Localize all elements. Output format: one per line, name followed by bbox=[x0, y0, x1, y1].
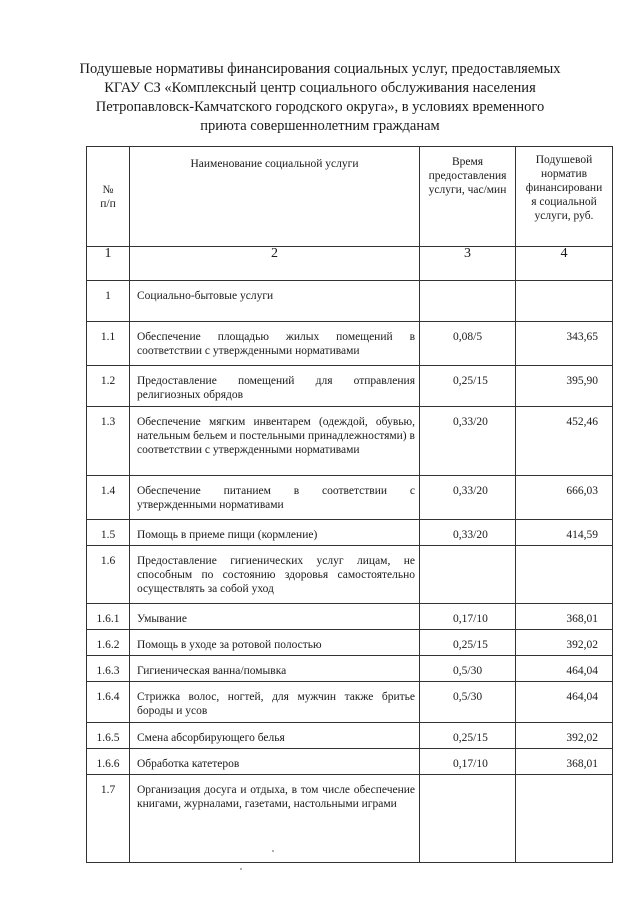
row-num: 1.4 bbox=[87, 476, 130, 520]
header-time-line: Время bbox=[451, 156, 484, 168]
title-line-2: КГАУ СЗ «Комплексный центр социального обслуживания населения bbox=[104, 80, 536, 96]
header-time bbox=[420, 147, 516, 247]
header-cost-line: Подушевой bbox=[535, 154, 593, 166]
table-row bbox=[87, 682, 613, 723]
table-row bbox=[87, 656, 613, 682]
row-service-name: Предоставление гигиенических услуг лицам, не способным по состоянию здоровья самостоятельно осуществлять за собой уход bbox=[130, 546, 420, 604]
row-cost bbox=[516, 775, 613, 863]
row-service-name: Помощь в приеме пищи (кормление) bbox=[130, 520, 420, 546]
column-index: 3 bbox=[420, 247, 516, 281]
row-time: 0,25/15 bbox=[420, 366, 516, 407]
row-service-name: Предоставление помещений для отправления религиозных обрядов bbox=[130, 366, 420, 407]
section-row bbox=[87, 281, 613, 322]
row-cost: 395,90 bbox=[516, 366, 613, 407]
row-time bbox=[420, 546, 516, 604]
header-name: Наименование социальной услуги bbox=[130, 147, 420, 247]
row-num: 1.6 bbox=[87, 546, 130, 604]
row-time: 0,33/20 bbox=[420, 407, 516, 476]
row-time: 0,5/30 bbox=[420, 656, 516, 682]
row-cost: 666,03 bbox=[516, 476, 613, 520]
row-service-name: Обработка катетеров bbox=[130, 749, 420, 775]
row-cost: 452,46 bbox=[516, 407, 613, 476]
section-name: Социально-бытовые услуги bbox=[130, 281, 420, 322]
row-num: 1.3 bbox=[87, 407, 130, 476]
row-num: 1.6.2 bbox=[87, 630, 130, 656]
table-row bbox=[87, 407, 613, 476]
row-time: 0,5/30 bbox=[420, 682, 516, 723]
row-num: 1.6.5 bbox=[87, 723, 130, 749]
row-num: 1.6.1 bbox=[87, 604, 130, 630]
header-cost-line: я социальной bbox=[531, 196, 597, 208]
row-cost: 464,04 bbox=[516, 682, 613, 723]
scan-speck bbox=[240, 868, 242, 870]
table-body bbox=[87, 322, 613, 863]
title-line-1: Подушевые нормативы финансирования социальных услуг, предоставляемых bbox=[79, 61, 561, 77]
row-num: 1.7 bbox=[87, 775, 130, 863]
header-num-line: п/п bbox=[100, 197, 116, 210]
row-service-name: Обеспечение площадью жилых помещений в соответствии с утвержденными нормативами bbox=[130, 322, 420, 366]
row-time: 0,33/20 bbox=[420, 520, 516, 546]
row-time: 0,17/10 bbox=[420, 604, 516, 630]
table-row bbox=[87, 520, 613, 546]
row-time bbox=[420, 775, 516, 863]
header-time-line: предоставления bbox=[428, 170, 507, 182]
row-cost: 392,02 bbox=[516, 630, 613, 656]
row-num: 1.2 bbox=[87, 366, 130, 407]
row-time: 0,08/5 bbox=[420, 322, 516, 366]
row-cost: 464,04 bbox=[516, 656, 613, 682]
row-service-name: Организация досуга и отдыха, в том числе обеспечение книгами, журналами, газетами, настольными играми bbox=[130, 775, 420, 863]
row-num: 1.6.3 bbox=[87, 656, 130, 682]
header-cost bbox=[516, 147, 613, 247]
header-cost-line: финансировани bbox=[525, 182, 603, 194]
row-service-name: Умывание bbox=[130, 604, 420, 630]
header-row bbox=[87, 147, 613, 247]
section-time bbox=[420, 281, 516, 322]
column-index-row bbox=[87, 247, 613, 281]
row-cost bbox=[516, 546, 613, 604]
row-service-name: Помощь в уходе за ротовой полостью bbox=[130, 630, 420, 656]
row-cost: 392,02 bbox=[516, 723, 613, 749]
header-cost-line: норматив bbox=[540, 168, 588, 180]
row-num: 1.6.4 bbox=[87, 682, 130, 723]
row-service-name: Смена абсорбирующего белья bbox=[130, 723, 420, 749]
row-time: 0,17/10 bbox=[420, 749, 516, 775]
scan-speck bbox=[272, 850, 274, 852]
title-line-3: Петропавловск-Камчатского городского округа», в условиях временного bbox=[95, 99, 545, 115]
section-cost bbox=[516, 281, 613, 322]
row-cost: 368,01 bbox=[516, 604, 613, 630]
section-num: 1 bbox=[87, 281, 130, 322]
header-num-line: № bbox=[102, 183, 114, 196]
column-index: 1 bbox=[87, 247, 130, 281]
column-index: 2 bbox=[130, 247, 420, 281]
table-row bbox=[87, 630, 613, 656]
header-time-line: услуги, час/мин bbox=[428, 184, 507, 196]
row-time: 0,33/20 bbox=[420, 476, 516, 520]
table-row bbox=[87, 723, 613, 749]
table-row bbox=[87, 749, 613, 775]
table-row bbox=[87, 546, 613, 604]
table-row bbox=[87, 604, 613, 630]
table-row bbox=[87, 476, 613, 520]
row-service-name: Стрижка волос, ногтей, для мужчин также бритье бороды и усов bbox=[130, 682, 420, 723]
table-row bbox=[87, 775, 613, 863]
header-num bbox=[87, 147, 130, 247]
table-row bbox=[87, 322, 613, 366]
row-cost: 343,65 bbox=[516, 322, 613, 366]
header-cost-line: услуги, руб. bbox=[534, 210, 594, 222]
row-cost: 368,01 bbox=[516, 749, 613, 775]
row-num: 1.6.6 bbox=[87, 749, 130, 775]
norms-table bbox=[86, 146, 613, 863]
row-num: 1.1 bbox=[87, 322, 130, 366]
title-line-4: приюта совершеннолетним гражданам bbox=[200, 118, 440, 134]
table-row bbox=[87, 366, 613, 407]
row-time: 0,25/15 bbox=[420, 723, 516, 749]
row-service-name: Обеспечение мягким инвентарем (одеждой, обувью, нательным бельем и постельными принадлежностями) в соответствии с утвержденными нормативами bbox=[130, 407, 420, 476]
row-service-name: Обеспечение питанием в соответствии с утвержденными нормативами bbox=[130, 476, 420, 520]
row-num: 1.5 bbox=[87, 520, 130, 546]
row-cost: 414,59 bbox=[516, 520, 613, 546]
row-time: 0,25/15 bbox=[420, 630, 516, 656]
column-index: 4 bbox=[516, 247, 613, 281]
document-title bbox=[60, 60, 580, 136]
row-service-name: Гигиеническая ванна/помывка bbox=[130, 656, 420, 682]
